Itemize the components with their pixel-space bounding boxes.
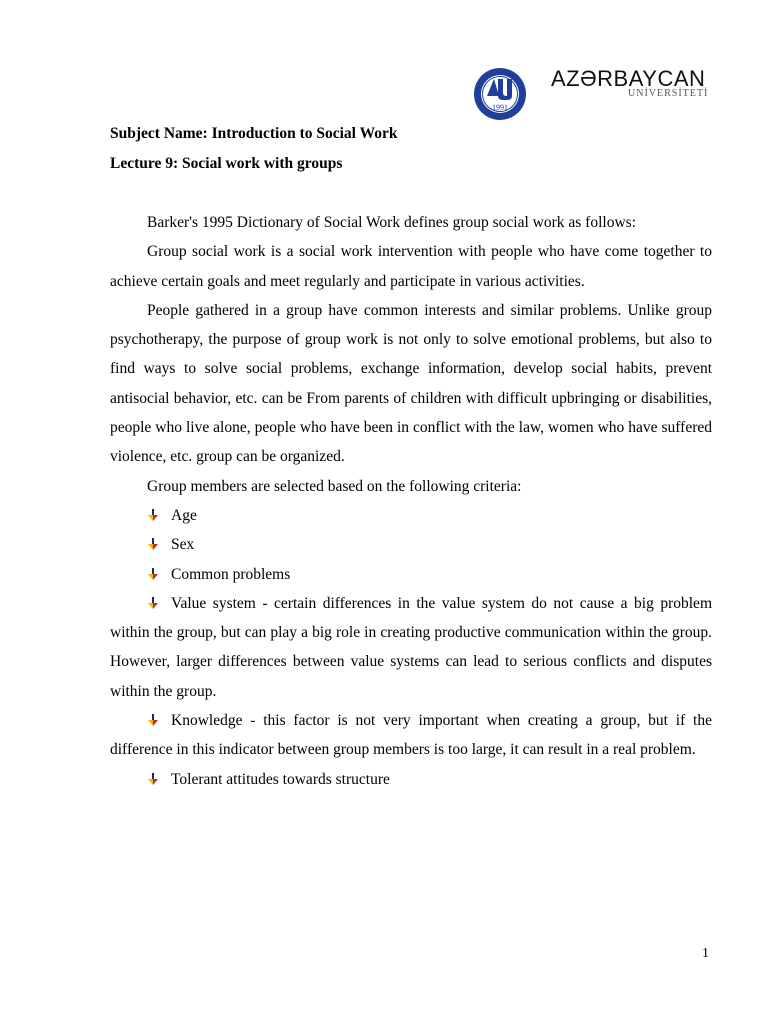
criteria-item [110,560,712,589]
seal-year: 1991 [492,103,508,112]
arrow-bullet-icon [147,596,159,610]
criteria-item [110,765,712,794]
arrow-bullet-icon [147,713,159,727]
university-subname: UNİVERSİTETİ [628,88,709,99]
paragraph: People gathered in a group have common interests and similar problems. Unlike group psychotherapy, the purpose of group work is not only to solve emotional problems, but also to find ways to solve social problems, exchange information, develop social habits, prevent antisocial behavior, etc. can be From parents of children with difficult upbringing or disabilities, people who live alone, people who have been in conflict with the law, women who have suffered violence, etc. group can be organized. [110,301,712,466]
lecture-title: Lecture 9: Social work with groups [110,155,343,172]
page-number: 1 [702,946,709,961]
criteria-text: Tolerant attitudes towards structure [171,770,390,788]
arrow-bullet-icon [147,537,159,551]
criteria-item [110,530,712,559]
criteria-item [110,501,712,530]
lecture-body [110,208,712,794]
university-seal-icon [472,66,528,122]
paragraph: Group social work is a social work intervention with people who have come together to achieve certain goals and meet regularly and participate in various activities. [110,243,712,290]
criteria-text: Knowledge - this factor is not very important when creating a group, but if the difference in this indicator between group members is too large, it can result in a real problem. [110,712,712,759]
subject-title: Subject Name: Introduction to Social Work [110,125,398,142]
university-name: AZƏRBAYCAN [551,66,706,91]
criteria-text: Value system - certain differences in the value system do not cause a big problem within the group, but can play a big role in creating productive communication within the group. However, larger differences between value systems can lead to serious conflicts and disputes within the group. [110,594,712,700]
criteria-item [110,706,712,765]
arrow-bullet-icon [147,508,159,522]
arrow-bullet-icon [147,567,159,581]
arrow-bullet-icon [147,772,159,786]
criteria-text: Age [171,506,197,524]
criteria-text: Sex [171,536,195,554]
university-logo [472,66,722,120]
paragraph: Group members are selected based on the following criteria: [147,477,522,495]
criteria-item [110,589,712,706]
paragraph: Barker's 1995 Dictionary of Social Work defines group social work as follows: [147,214,636,231]
criteria-text: Common problems [171,565,291,583]
